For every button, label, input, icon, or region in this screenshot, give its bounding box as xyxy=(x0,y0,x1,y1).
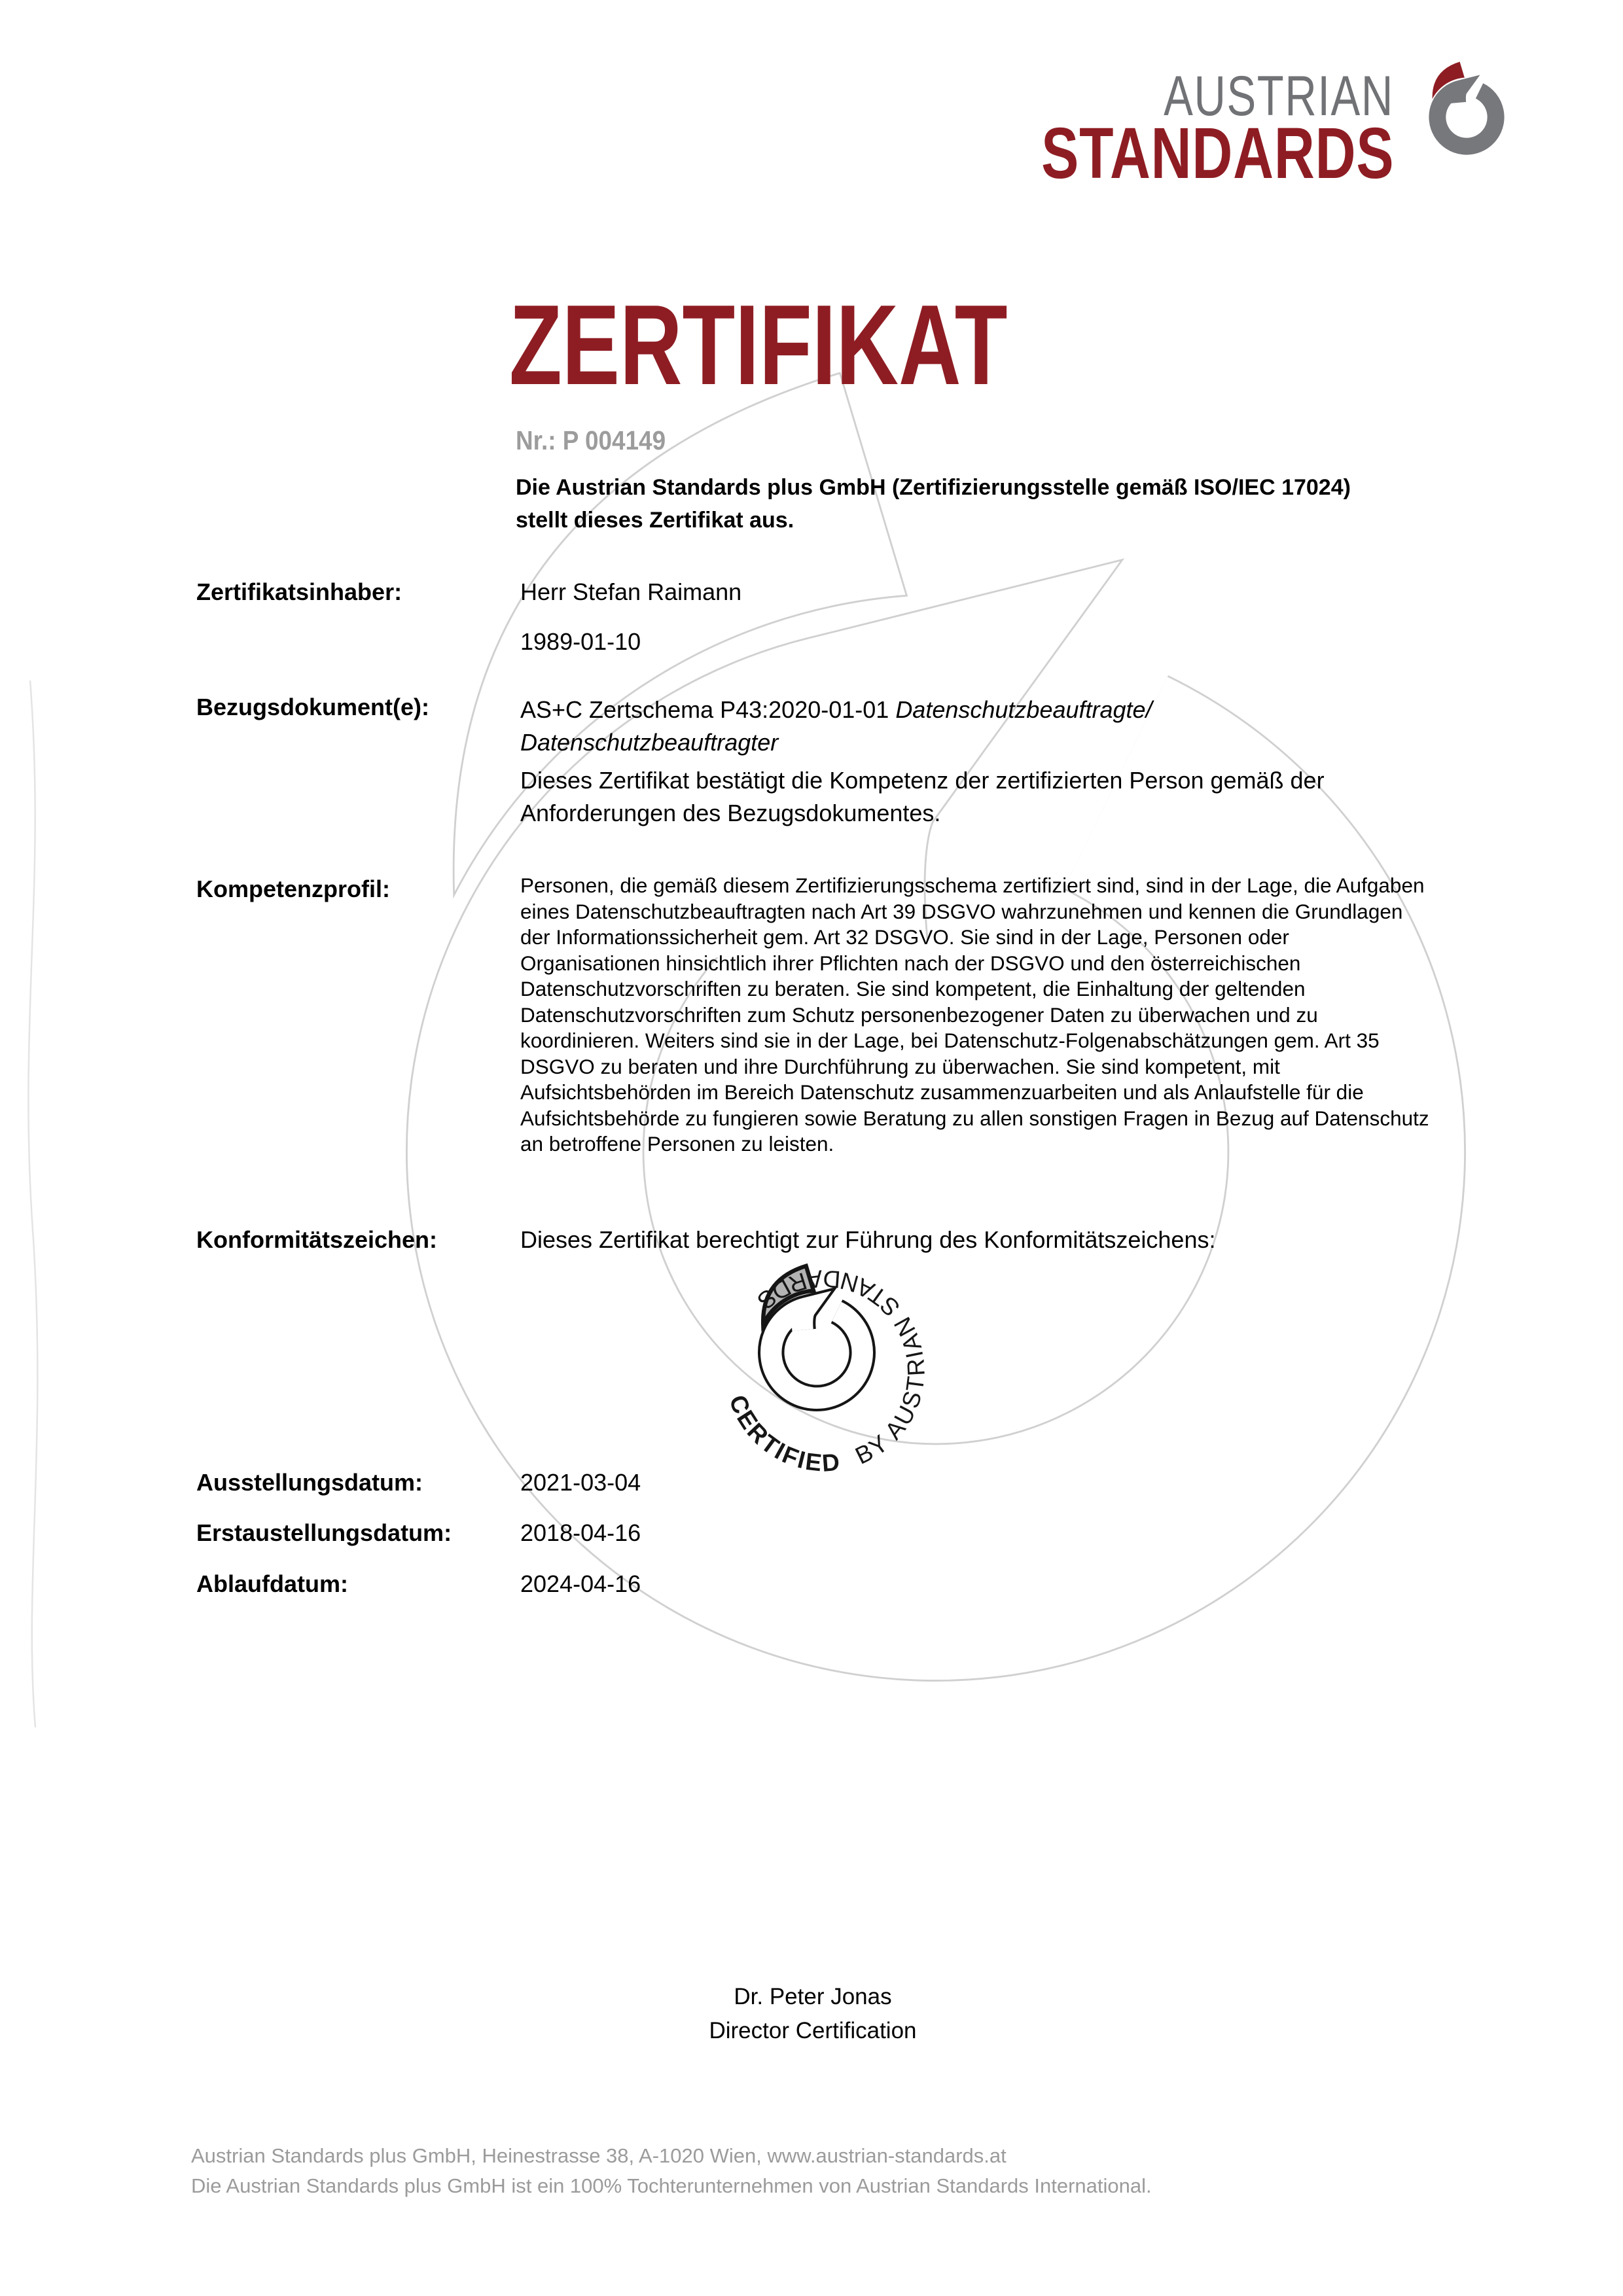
brand-ring-swoosh-icon xyxy=(1404,55,1529,179)
page-title: ZERTIFIKAT xyxy=(509,281,1008,408)
issuer-statement-line2: stellt dieses Zertifikat aus. xyxy=(516,508,794,533)
reference-doc-scheme-line2: Datenschutzbeauftragter xyxy=(520,729,779,756)
certificate-number: Nr.: P 004149 xyxy=(516,425,666,455)
brand-word-standards: STANDARDS xyxy=(1041,113,1394,194)
holder-birthdate: 1989-01-10 xyxy=(520,628,641,655)
brand-word-austrian: AUSTRIAN xyxy=(1164,65,1394,128)
first-issue-date-value: 2018-04-16 xyxy=(520,1519,641,1546)
issue-date-value: 2021-03-04 xyxy=(520,1469,641,1496)
holder-name: Herr Stefan Raimann xyxy=(520,578,742,605)
signatory-role: Director Certification xyxy=(709,2018,917,2043)
competence-label: Kompetenzprofil: xyxy=(196,875,390,902)
expiry-date-value: 2024-04-16 xyxy=(520,1570,641,1597)
reference-label: Bezugsdokument(e): xyxy=(196,694,430,720)
competence-text: Personen, die gemäß diesem Zertifizierungsschema zertifiziert sind, sind in der Lage, die Aufgaben eines Datenschutzbeauftragten nach Art 39 DSGVO wahrzunehmen und kennen die Grundlagen der Informationssicherheit gem. Art 32 DSGVO. Sie sind in der Lage, Personen oder Organisationen hinsichtlich ihrer Pflichten nach der DSGVO und den österreichischen Datenschutzvorschriften zu beraten. Sie sind kompetent, die Einhaltung der geltenden Datenschutzvorschriften zum Schutz personenbezogener Daten zu überwachen und zu koordinieren. Weiters sind sie in der Lage, bei Datenschutz-Folgenabschätzungen gem. Art 35 DSGVO zu beraten und ihre Durchführung zu überwachen. Sie sind kompetent, mit Aufsichtsbehörden im Bereich Datenschutz zusammenzuarbeiten und als Anlaufstelle für die Aufsichtsbehörde zu fungieren sowie Beratung zu allen sonstigen Fragen in Bezug auf Datenschutz an betroffene Personen zu leisten. xyxy=(520,874,1429,1156)
scan-artifact-line xyxy=(28,680,37,1727)
holder-label: Zertifikatsinhaber: xyxy=(196,578,402,605)
footer-company-line: Die Austrian Standards plus GmbH ist ein 100% Tochterunternehmen von Austrian Standards International. xyxy=(191,2174,1152,2197)
confirmation-note: Dieses Zertifikat bestätigt die Kompetenz der zertifizierten Person gemäß der Anforderungen des Bezugsdokumentes. xyxy=(520,767,1325,826)
reference-doc-id: AS+C Zertschema P43:2020-01-01 xyxy=(520,696,896,723)
emblem-ring-band xyxy=(1437,89,1495,147)
signatory-name: Dr. Peter Jonas xyxy=(734,1984,892,2009)
conformity-text: Dieses Zertifikat berechtigt zur Führung des Konformitätszeichens: xyxy=(520,1226,1216,1253)
footer-address-line: Austrian Standards plus GmbH, Heinestrasse 38, A-1020 Wien, www.austrian-standards.at xyxy=(191,2144,1007,2167)
issuer-statement xyxy=(516,471,1576,537)
issue-date-label: Ausstellungsdatum: xyxy=(196,1469,423,1496)
brand-wordmark xyxy=(818,65,1394,194)
reference-doc-scheme-line1: Datenschutzbeauftragte/ xyxy=(895,696,1152,723)
reference-value xyxy=(520,694,1152,759)
seal-ring-band-inner xyxy=(771,1308,863,1398)
signature-block xyxy=(584,1980,1042,2048)
conformity-label: Konformitätszeichen: xyxy=(196,1226,438,1253)
seal-text-rest: BY AUSTRIAN STANDARDS xyxy=(751,1265,930,1470)
footer xyxy=(191,2141,1152,2201)
issuer-statement-line1: Die Austrian Standards plus GmbH (Zertifizierungsstelle gemäß ISO/IEC 17024) xyxy=(516,475,1351,500)
expiry-date-label: Ablaufdatum: xyxy=(196,1570,348,1597)
certified-seal-icon xyxy=(694,1240,955,1502)
seal-text-certified: CERTIFIED xyxy=(724,1391,843,1477)
first-issue-date-label: Erstaustellungsdatum: xyxy=(196,1519,452,1546)
